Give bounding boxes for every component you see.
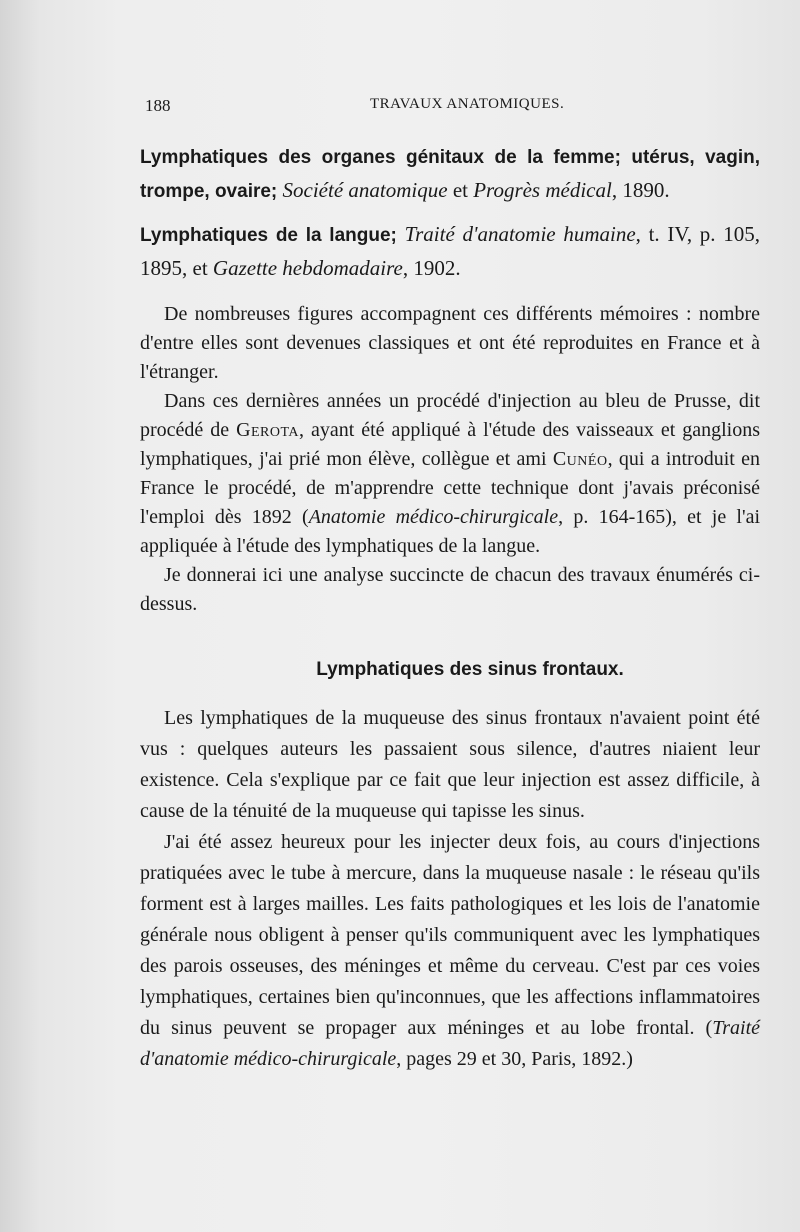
page-number: 188 (145, 96, 171, 115)
intro-paragraph: Dans ces dernières années un procédé d'injection au bleu de Prusse, dit procédé de Gerota, ayant été appliqué à l'étude des vaisseaux et ganglions lymphatiques, j'ai prié mon élève, collègue et ami Cunéo, qui a introduit en France le procédé, de m'apprendre cette technique dont j'avais préconisé l'emploi dès 1892 (Anatomie médico-chirurgicale, p. 164-165), et je l'ai appliquée à l'étude des lymphatiques de la langue. (140, 390, 761, 557)
entry-joiner: et (447, 178, 474, 202)
intro-paragraph: Je donnerai ici une analyse succincte de chacun des travaux énumérés ci-dessus. (140, 564, 760, 615)
entry-source: Progrès médical (473, 178, 612, 202)
intro-paragraph: De nombreuses figures accompagnent ces différents mémoires : nombre d'entre elles sont devenues classiques et ont été reproduites en France et à l'étranger. (140, 303, 760, 383)
entry-tail: , 1902. (402, 256, 461, 280)
entry-source: Traité d'anatomie humaine (404, 222, 636, 246)
author-name: Cunéo (552, 448, 608, 470)
section-paragraph: Les lymphatiques de la muqueuse des sinus frontaux n'avaient point été vus : quelques auteurs les passaient sous silence, d'autres niaient leur existence. Cela s'explique par ce fait que leur injection est assez difficile, à cause de la ténuité de la muqueuse qui tapisse les sinus. (140, 707, 760, 822)
entry-title: Lymphatiques de la langue; (140, 225, 397, 246)
section-paragraph: J'ai été assez heureux pour les injecter deux fois, au cours d'injections pratiquées avec le tube à mercure, dans la muqueuse nasale : le réseau qu'ils forment est à larges mailles. Les faits pathologiques et les lois de l'anatomie générale nous obligent à penser qu'ils communiquent avec les lymphatiques des parois osseuses, des méninges et même du cerveau. C'est par ces voies lymphatiques, certaines bien qu'inconnues, que les affections inflammatoires du sinus peuvent se propager aux méninges et au lobe frontal. (Traité d'anatomie médico-chirurgicale, pages 29 et 30, Paris, 1892.) (140, 831, 760, 1070)
reference-title: Anatomie médico-chirurgicale (308, 506, 559, 528)
publication-entry (140, 140, 760, 208)
reference-title: Traité d'anatomie médico-chirurgicale (140, 1017, 760, 1070)
entry-title: Lymphatiques des organes génitaux de la femme; utérus, vagin, trompe, ovaire; (140, 147, 760, 202)
publication-entry (140, 218, 760, 284)
entry-source: Gazette hebdomadaire (212, 256, 403, 280)
entry-source: Société anatomique (282, 178, 448, 202)
entry-mid: , t. IV, p. 105, 1895, et (140, 222, 760, 280)
author-name: Gerota (236, 419, 300, 441)
page-header (145, 96, 715, 122)
page-content (140, 140, 760, 1075)
entry-tail: , 1890. (611, 178, 670, 202)
section-heading: Lymphatiques des sinus frontaux. (316, 659, 624, 680)
running-head: TRAVAUX ANATOMIQUES. (370, 96, 565, 112)
